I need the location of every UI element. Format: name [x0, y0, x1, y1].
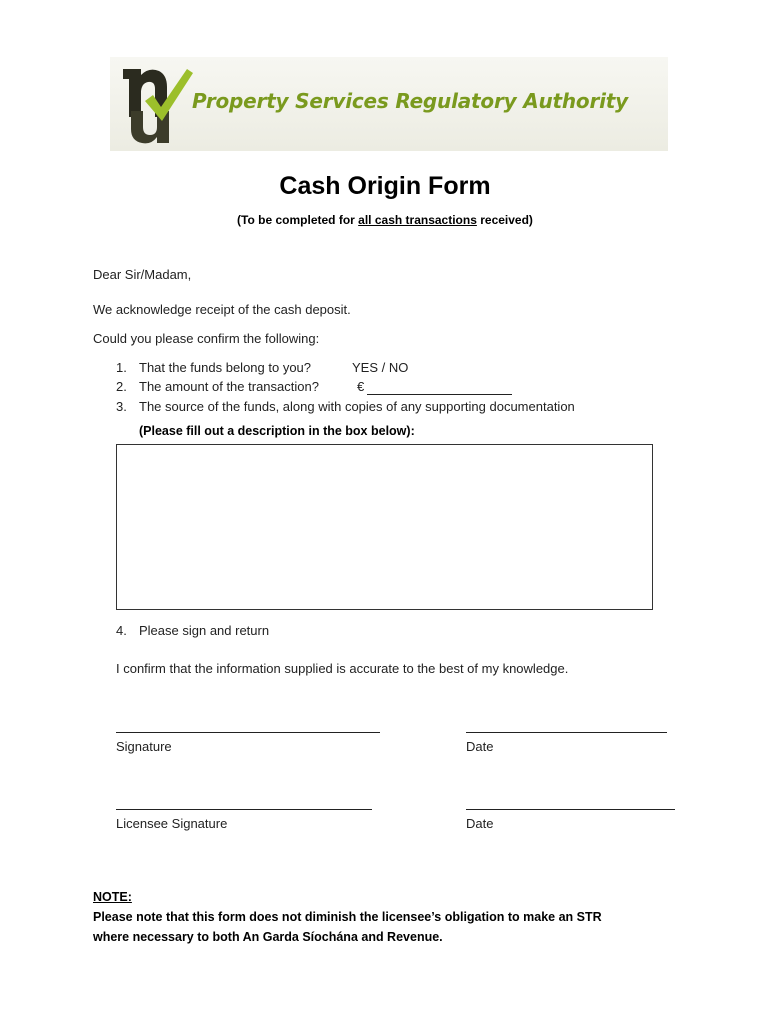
subtitle-prefix: (To be completed for [237, 213, 359, 227]
item-1-text: That the funds belong to you? [139, 360, 312, 375]
amount-input-line[interactable] [367, 394, 512, 395]
acknowledgement-text: We acknowledge receipt of the cash deposit. [93, 302, 351, 317]
salutation: Dear Sir/Madam, [93, 267, 192, 282]
subtitle-underlined: all cash transactions [358, 213, 477, 227]
licensee-signature-label: Licensee Signature [116, 816, 228, 831]
signature-label: Signature [116, 739, 172, 754]
item-2-number: 2. [116, 379, 127, 394]
form-subtitle [0, 213, 770, 227]
euro-symbol: € [357, 379, 365, 394]
date-label: Date [466, 739, 494, 754]
item-4-number: 4. [116, 623, 127, 638]
description-instruction: (Please fill out a description in the box below): [139, 424, 415, 438]
licensee-date-label: Date [466, 816, 494, 831]
subtitle-suffix: received) [476, 213, 533, 227]
logo-banner [110, 57, 668, 151]
confirm-intro: Could you please confirm the following: [93, 331, 320, 346]
date-line[interactable] [466, 732, 667, 733]
psra-logo-mark [115, 61, 195, 147]
item-3-number: 3. [116, 399, 127, 414]
description-box[interactable] [116, 444, 653, 610]
note-line-1: Please note that this form does not diminish the licensee’s obligation to make an STR [93, 910, 602, 924]
licensee-signature-line[interactable] [116, 809, 372, 810]
note-heading: NOTE: [93, 890, 132, 904]
yes-no-answer[interactable]: YES / NO [352, 360, 409, 375]
item-3-text: The source of the funds, along with copies of any supporting documentation [139, 399, 575, 414]
confirmation-statement: I confirm that the information supplied is accurate to the best of my knowledge. [116, 661, 569, 676]
logo-text: Property Services Regulatory Authority [192, 89, 628, 113]
form-title: Cash Origin Form [279, 172, 491, 200]
signature-line[interactable] [116, 732, 380, 733]
licensee-date-line[interactable] [466, 809, 675, 810]
note-line-2: where necessary to both An Garda Síochána and Revenue. [93, 930, 443, 944]
item-1-number: 1. [116, 360, 127, 375]
item-4-text: Please sign and return [139, 623, 270, 638]
item-2-text: The amount of the transaction? [139, 379, 319, 394]
